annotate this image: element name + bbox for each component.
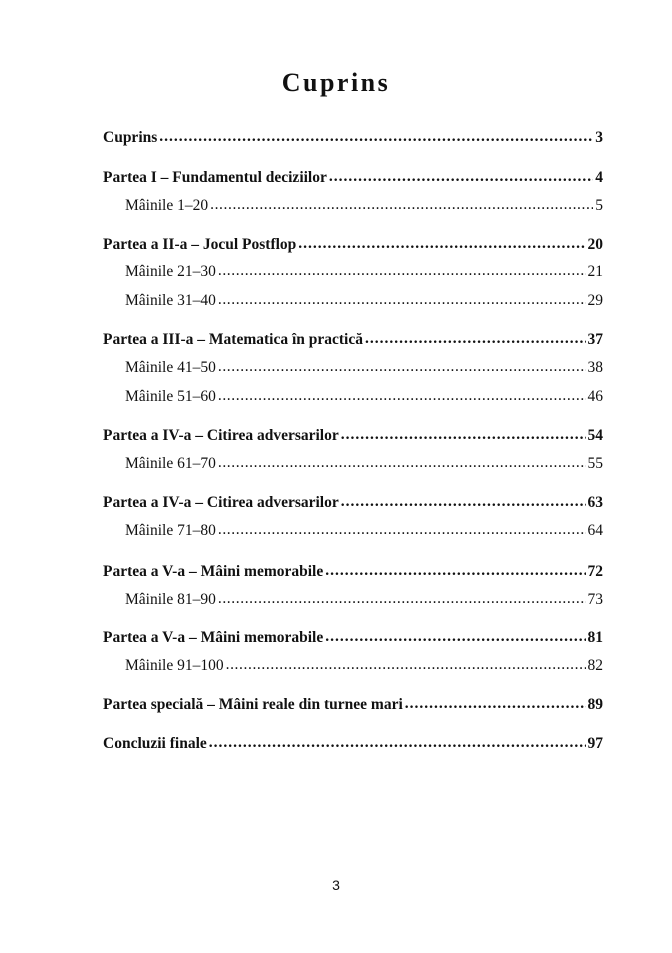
dot-leader: [218, 519, 586, 541]
toc-entry-label: Mâinile 41–50: [125, 359, 216, 376]
toc-entry-page: 38: [587, 359, 603, 376]
toc-subentry[interactable]: [103, 655, 603, 677]
toc-entry-page: 55: [587, 455, 603, 472]
toc-entry-page: 37: [587, 331, 603, 348]
toc-entry[interactable]: [103, 425, 603, 447]
toc-entry-page: 5: [595, 197, 603, 214]
toc-subentry[interactable]: [103, 290, 603, 312]
toc-subentry[interactable]: [103, 589, 603, 611]
toc-entry[interactable]: [103, 492, 603, 514]
toc-entry-page: 3: [595, 129, 603, 146]
toc-entry-page: 97: [587, 735, 603, 752]
toc-entry[interactable]: [103, 733, 603, 755]
toc-entry-label: Mâinile 91–100: [125, 657, 224, 674]
toc-subentry[interactable]: [103, 357, 603, 379]
toc-entry[interactable]: [103, 127, 603, 149]
toc-entry-label: Mâinile 71–80: [125, 522, 216, 539]
toc-entry-label: Mâinile 61–70: [125, 455, 216, 472]
toc-subentry[interactable]: [103, 520, 603, 542]
toc-entry-label: Mâinile 51–60: [125, 388, 216, 405]
toc-entry-page: 81: [587, 629, 603, 646]
dot-leader: [329, 166, 593, 188]
toc-entry-label: Partea a IV-a – Citirea adversarilor: [103, 494, 339, 511]
toc-entry-page: 82: [587, 657, 603, 674]
toc-entry[interactable]: [103, 234, 603, 256]
dot-leader: [218, 289, 586, 311]
toc-entry-label: Partea specială – Mâini reale din turnee mari: [103, 696, 403, 713]
toc-subentry[interactable]: [103, 453, 603, 475]
toc-entry-label: Mâinile 21–30: [125, 263, 216, 280]
dot-leader: [218, 385, 586, 407]
toc-entry[interactable]: [103, 329, 603, 351]
dot-leader: [218, 452, 586, 474]
toc-entry-page: 4: [595, 169, 603, 186]
dot-leader: [325, 626, 585, 648]
dot-leader: [218, 588, 586, 610]
dot-leader: [159, 126, 593, 148]
dot-leader: [341, 491, 586, 513]
dot-leader: [218, 260, 586, 282]
dot-leader: [341, 424, 586, 446]
dot-leader: [365, 328, 586, 350]
dot-leader: [209, 732, 586, 754]
toc-entry-label: Partea a IV-a – Citirea adversarilor: [103, 427, 339, 444]
page-title: Cuprins: [281, 68, 391, 97]
toc-entry-page: 73: [587, 591, 603, 608]
toc-entry-page: 72: [587, 563, 603, 580]
dot-leader: [405, 693, 586, 715]
toc-entry-label: Partea a III-a – Matematica în practică: [103, 331, 363, 348]
toc-entry[interactable]: [103, 167, 603, 189]
toc-entry[interactable]: [103, 627, 603, 649]
toc-entry-page: 89: [587, 696, 603, 713]
toc-entry-page: 21: [587, 263, 603, 280]
dot-leader: [298, 233, 585, 255]
toc-subentry[interactable]: [103, 386, 603, 408]
toc-entry-label: Partea I – Fundamentul deciziilor: [103, 169, 327, 186]
toc-entry[interactable]: [103, 561, 603, 583]
dot-leader: [325, 560, 585, 582]
toc-entry-label: Cuprins: [103, 129, 158, 146]
toc-entry-page: 46: [587, 388, 603, 405]
dot-leader: [210, 194, 593, 216]
toc-entry-page: 54: [587, 427, 603, 444]
toc-entry-label: Partea a V-a – Mâini memorabile: [103, 629, 324, 646]
toc-entry-label: Concluzii finale: [103, 735, 207, 752]
toc-entry[interactable]: [103, 694, 603, 716]
toc-entry-label: Mâinile 81–90: [125, 591, 216, 608]
page-number: 3: [332, 877, 340, 893]
toc-entry-page: 29: [587, 292, 603, 309]
dot-leader: [218, 356, 586, 378]
toc-entry-label: Mâinile 1–20: [125, 197, 209, 214]
dot-leader: [226, 654, 586, 676]
toc-entry-page: 20: [587, 236, 603, 253]
toc-subentry[interactable]: [103, 195, 603, 217]
toc-entry-page: 63: [587, 494, 603, 511]
toc-subentry[interactable]: [103, 261, 603, 283]
toc-entry-label: Partea a II-a – Jocul Postflop: [103, 236, 297, 253]
toc-entry-page: 64: [587, 522, 603, 539]
toc-entry-label: Partea a V-a – Mâini memorabile: [103, 563, 324, 580]
toc-entry-label: Mâinile 31–40: [125, 292, 216, 309]
